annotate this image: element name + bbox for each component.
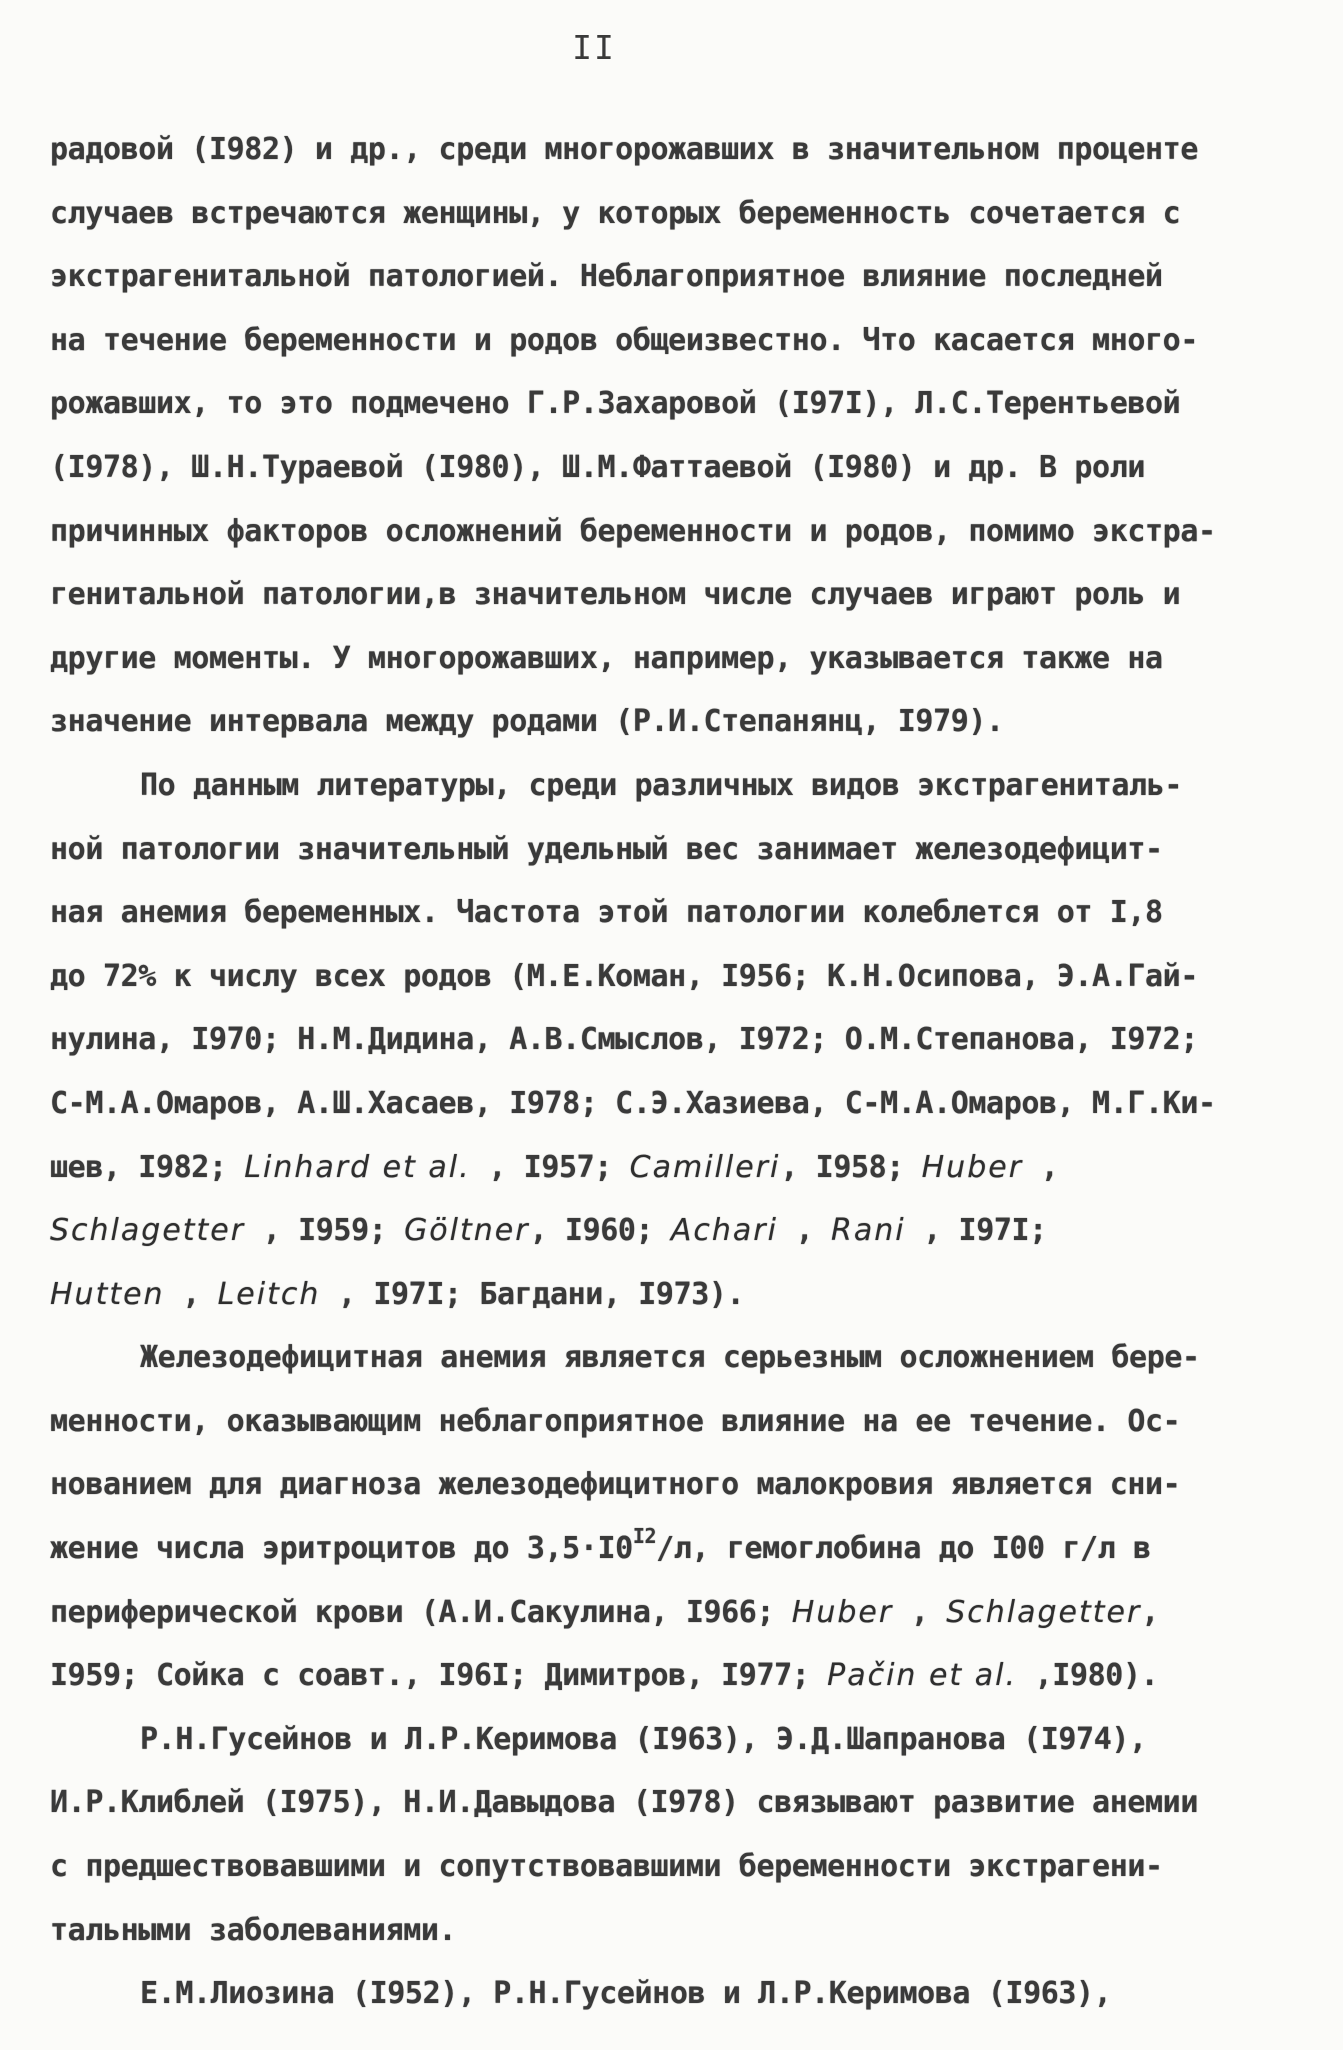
typed-fragment: , I957;: [470, 1149, 630, 1185]
typed-fragment: , I960;: [529, 1213, 671, 1249]
text-line: до 72% к числу всех родов (М.Е.Коман, I956; К.Н.Осипова, Э.А.Гай-: [50, 958, 1198, 994]
text-line: нулина, I970; Н.М.Дидина, А.В.Смыслов, I972; О.М.Степанова, I972;: [50, 1022, 1198, 1058]
handwritten-citation: Pačin et al.: [827, 1658, 1017, 1694]
text-line: на течение беременности и родов общеизвестно. Что касается много-: [50, 322, 1198, 358]
text-line-with-handwriting: [50, 1199, 1290, 1263]
handwritten-citation: Camilleri: [629, 1149, 781, 1185]
text-line: экстрагенитальной патологией. Неблагоприятное влияние последней: [50, 259, 1163, 295]
text-line: причинных факторов осложнений беременности и родов, помимо экстра-: [50, 513, 1216, 549]
handwritten-citation: Hutten: [50, 1276, 165, 1312]
typed-fragment: I959; Сойка с соавт., I96I; Димитров, I977;: [50, 1658, 828, 1694]
text-line: ной патологии значительный удельный вес занимает железодефицит-: [50, 831, 1163, 867]
text-line-with-handwriting: [50, 1581, 1290, 1645]
typed-fragment: ,: [777, 1213, 831, 1249]
typed-fragment: ,: [1023, 1149, 1059, 1185]
typed-fragment: периферической крови (А.И.Сакулина, I966;: [50, 1594, 792, 1630]
document-body: [50, 118, 1290, 2026]
typed-fragment: ,: [893, 1594, 947, 1630]
typed-fragment: /л, гемоглобина до I00 г/л в: [656, 1531, 1151, 1567]
handwritten-citation: Rani: [830, 1213, 906, 1249]
handwritten-citation: Huber: [791, 1594, 894, 1630]
typed-fragment: , I97I;: [905, 1213, 1047, 1249]
text-line: ная анемия беременных. Частота этой патологии колеблется от I,8: [50, 895, 1163, 931]
paragraph-start-line: Е.М.Лиозина (I952), Р.Н.Гусейнов и Л.Р.Керимова (I963),: [140, 1976, 1112, 2012]
text-line: тальными заболеваниями.: [50, 1912, 457, 1948]
text-line: радовой (I982) и др., среди многорожавших в значительном проценте: [50, 132, 1198, 167]
handwritten-citation: Huber: [921, 1149, 1024, 1185]
handwritten-citation: Leitch: [217, 1276, 321, 1312]
page-number: II: [572, 28, 616, 67]
exponent: I2: [632, 1524, 657, 1549]
handwritten-citation: Schlagetter: [50, 1213, 246, 1249]
handwritten-citation: Linhard et al.: [244, 1149, 471, 1185]
text-line: с предшествовавшими и сопутствовавшими беременности экстрагени-: [50, 1849, 1163, 1885]
typed-fragment: ,: [1141, 1594, 1159, 1630]
handwritten-citation: Achari: [670, 1213, 778, 1249]
paragraph-start-line: Р.Н.Гусейнов и Л.Р.Керимова (I963), Э.Д.Шапранова (I974),: [140, 1721, 1147, 1757]
text-line: И.Р.Клиблей (I975), Н.И.Давыдова (I978) связывают развитие анемии: [50, 1785, 1198, 1821]
text-line-with-handwriting: [50, 1136, 1290, 1200]
text-line: менности, оказывающим неблагоприятное влияние на ее течение. Ос-: [50, 1403, 1181, 1439]
paragraph-start-line: Железодефицитная анемия является серьезным осложнением бере-: [140, 1340, 1200, 1376]
text-line: нованием для диагноза железодефицитного малокровия является сни-: [50, 1467, 1181, 1503]
paragraph-start-line: По данным литературы, среди различных видов экстрагениталь-: [140, 767, 1183, 803]
text-line: генитальной патологии,в значительном числе случаев играют роль и: [50, 577, 1181, 613]
text-line-with-handwriting: [50, 1263, 1290, 1327]
text-line: случаев встречаются женщины, у которых беременность сочетается с: [50, 195, 1181, 231]
handwritten-citation: Schlagetter: [946, 1594, 1142, 1630]
typed-fragment: , I959;: [245, 1213, 405, 1249]
handwritten-citation: Göltner: [404, 1213, 530, 1249]
text-line: другие моменты. У многорожавших, например, указывается также на: [50, 640, 1163, 676]
typed-fragment: жение числа эритроцитов до 3,5·I0: [50, 1531, 633, 1567]
typed-fragment: шев, I982;: [50, 1149, 245, 1185]
typed-fragment: ,: [164, 1276, 218, 1312]
text-line: С-М.А.Омаров, А.Ш.Хасаев, I978; С.Э.Хазиева, С-М.А.Омаров, М.Г.Ки-: [50, 1085, 1216, 1121]
text-line-with-handwriting: [50, 1644, 1290, 1708]
typed-fragment: , I97I; Багдани, I973).: [320, 1276, 745, 1312]
text-line: значение интервала между родами (Р.И.Степанянц, I979).: [50, 704, 1004, 740]
text-line-with-superscript: [50, 1517, 1290, 1581]
typed-fragment: , I958;: [780, 1149, 922, 1185]
text-line: (I978), Ш.Н.Тураевой (I980), Ш.М.Фаттаевой (I980) и др. В роли: [50, 449, 1146, 485]
text-line: рожавших, то это подмечено Г.Р.Захаровой (I97I), Л.С.Терентьевой: [50, 386, 1181, 422]
typed-fragment: ,I980).: [1016, 1658, 1159, 1694]
